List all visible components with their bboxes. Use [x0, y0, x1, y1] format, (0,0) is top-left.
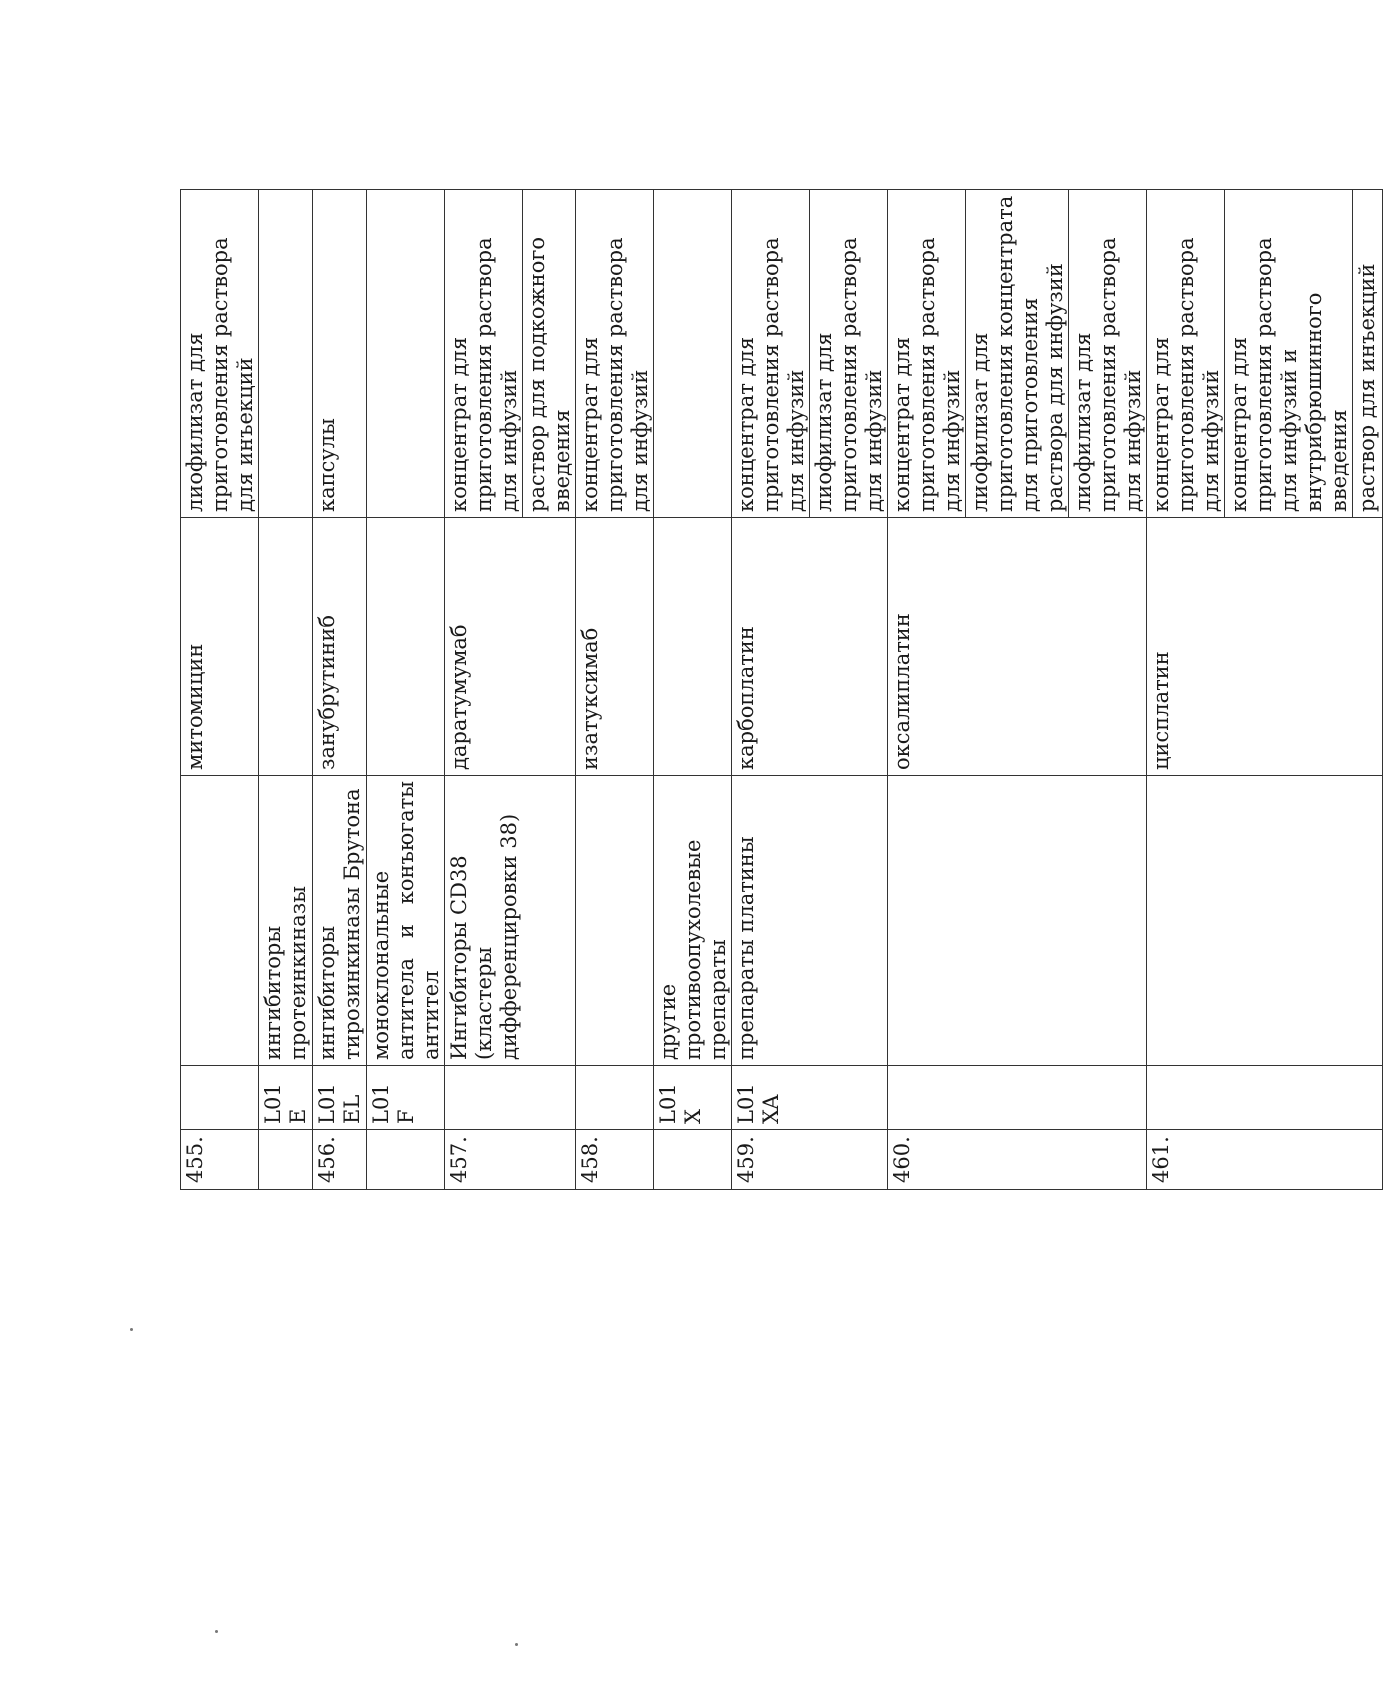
dosage-form: лиофилизат для приготовления раствора для инфузий: [1069, 190, 1147, 518]
row-number: [654, 1130, 732, 1190]
atc-code: L01F: [367, 1066, 445, 1130]
pharmacological-group: [1147, 776, 1383, 1066]
atc-code: [445, 1066, 576, 1130]
row-number: 459.: [732, 1130, 888, 1190]
dosage-form: концентрат для приготовления раствора для инфузий: [576, 190, 654, 518]
table-row: [445, 190, 523, 1190]
table-row: [654, 190, 732, 1190]
row-number: 458.: [576, 1130, 654, 1190]
row-number: [259, 1130, 313, 1190]
table-row: [888, 190, 966, 1190]
table-row: [313, 190, 367, 1190]
group-text: моноклональные антитела и конъюгаты антител: [369, 781, 443, 1060]
pharmacological-group: ингибиторы тирозинкиназы Брутона: [313, 776, 367, 1066]
pharmacological-group: ингибиторы протеинкиназы: [259, 776, 313, 1066]
pharmacological-group: [367, 776, 445, 1066]
atc-code: [576, 1066, 654, 1130]
pharmacological-group: препараты платины: [732, 776, 888, 1066]
table-row: [576, 190, 654, 1190]
drug-name: даратумумаб: [445, 518, 576, 776]
table-row: [1147, 190, 1225, 1190]
pharmacological-group: Ингибиторы CD38 (кластеры дифференцировки 38): [445, 776, 576, 1066]
rotated-page: [180, 190, 1379, 1190]
dosage-form: концентрат для приготовления раствора для инфузий: [732, 190, 810, 518]
atc-code: L01XA: [732, 1066, 888, 1130]
pharmacological-group: [181, 776, 259, 1066]
row-number: 455.: [181, 1130, 259, 1190]
dosage-form: концентрат для приготовления раствора для инфузий: [1147, 190, 1225, 518]
dosage-form: концентрат для приготовления раствора для инфузий: [888, 190, 966, 518]
drug-name: оксалиплатин: [888, 518, 1147, 776]
scan-speck: [215, 1630, 218, 1633]
row-number: [367, 1130, 445, 1190]
row-number: 461.: [1147, 1130, 1383, 1190]
dosage-form: капсулы: [313, 190, 367, 518]
dosage-form: [367, 190, 445, 518]
dosage-form: лиофилизат для приготовления концентрата для приготовления раствора для инфузий: [966, 190, 1069, 518]
pharmacological-group: [576, 776, 654, 1066]
dosage-form: лиофилизат для приготовления раствора для инъекций: [181, 190, 259, 518]
dosage-form: концентрат для приготовления раствора для инфузий: [445, 190, 523, 518]
dosage-form: лиофилизат для приготовления раствора для инфузий: [810, 190, 888, 518]
atc-code: L01EL: [313, 1066, 367, 1130]
drug-name: цисплатин: [1147, 518, 1383, 776]
pharmacological-group: [888, 776, 1147, 1066]
dosage-form: раствор для инъекций: [1353, 190, 1383, 518]
drug-name: [367, 518, 445, 776]
table-row: [732, 190, 810, 1190]
scan-speck: [515, 1643, 518, 1646]
atc-code: [888, 1066, 1147, 1130]
drug-name: изатуксимаб: [576, 518, 654, 776]
drug-name: митомицин: [181, 518, 259, 776]
table-row: [259, 190, 313, 1190]
drug-name: карбоплатин: [732, 518, 888, 776]
drug-name: [654, 518, 732, 776]
atc-code: [1147, 1066, 1383, 1130]
dosage-form: концентрат для приготовления раствора для инфузий и внутрибрюшинного введения: [1225, 190, 1353, 518]
table-row: [367, 190, 445, 1190]
drug-name: [259, 518, 313, 776]
row-number: 456.: [313, 1130, 367, 1190]
drug-list-table: [180, 189, 1383, 1190]
row-number: 457.: [445, 1130, 576, 1190]
atc-code: [181, 1066, 259, 1130]
dosage-form: [654, 190, 732, 518]
dosage-form: [259, 190, 313, 518]
row-number: 460.: [888, 1130, 1147, 1190]
dosage-form: раствор для подкожного введения: [523, 190, 576, 518]
atc-code: L01X: [654, 1066, 732, 1130]
drug-name: занубрутиниб: [313, 518, 367, 776]
scan-speck: [130, 1328, 133, 1331]
table-row: [181, 190, 259, 1190]
pharmacological-group: другие противоопухолевые препараты: [654, 776, 732, 1066]
atc-code: L01E: [259, 1066, 313, 1130]
